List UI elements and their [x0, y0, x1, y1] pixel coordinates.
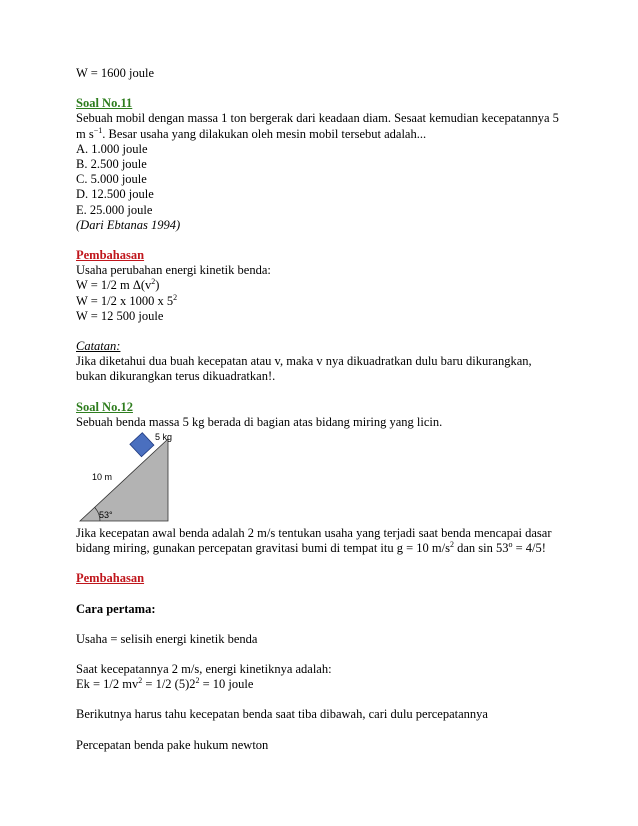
- soal-11-source: (Dari Ebtanas 1994): [76, 217, 181, 232]
- angle-label: 53°: [99, 510, 113, 521]
- saat-line: Saat kecepatannya 2 m/s, energi kinetiknya adalah:: [76, 662, 332, 677]
- pembahasan-12-title: Pembahasan: [76, 571, 145, 586]
- pembahasan-11-title: Pembahasan: [76, 248, 145, 263]
- soal-12-text: Sebuah benda massa 5 kg berada di bagian atas bidang miring yang licin.: [76, 414, 443, 429]
- catatan-title: Catatan:: [76, 339, 121, 354]
- soal-12-title: Soal No.12: [76, 399, 133, 414]
- pembahasan-11-line-4: W = 12 500 joule: [76, 308, 164, 323]
- soal-11-text-a: Sebuah mobil dengan massa 1 ton bergerak dari keadaan diam. Sesaat kemudian kecepatannya 5: [76, 111, 559, 126]
- incline-figure: [76, 432, 216, 522]
- document-page: [76, 66, 576, 753]
- option-e: E. 25.000 joule: [76, 202, 153, 217]
- catatan-line-1: Jika diketahui dua buah kecepatan atau v, maka v nya dikuadratkan dulu baru dikurangkan,: [76, 354, 532, 369]
- soal-11-text-b: m $s^{-1}$. Besar usaha yang dilakukan oleh mesin mobil tersebut adalah...: [76, 125, 427, 141]
- mass-label: 5 kg: [155, 432, 173, 443]
- option-b: B. 2.500 joule: [76, 157, 147, 172]
- pembahasan-11-line-1: Usaha perubahan energi kinetik benda:: [76, 263, 271, 278]
- soal-12-question-2: bidang miring, gunakan percepatan gravitasi bumi di tempat itu g = 10 $m/s^2$ dan $\sin 53^o = 4/5$!: [76, 540, 546, 556]
- option-a: A. 1.000 joule: [76, 141, 148, 156]
- ek-line: Ek = 1/2 $mv^2 = 1/2$ $(5)2^2 = 10$ joule: [76, 676, 254, 692]
- cara-pertama: Cara pertama:: [76, 601, 156, 616]
- option-d: D. 12.500 joule: [76, 187, 154, 202]
- soal-11-title: Soal No.11: [76, 96, 133, 111]
- berikutnya-line: Berikutnya harus tahu kecepatan benda saat tiba dibawah, cari dulu percepatannya: [76, 707, 488, 722]
- mass-block: [130, 433, 154, 457]
- percepatan-line: Percepatan benda pake hukum newton: [76, 737, 269, 752]
- catatan-line-2: bukan dikurangkan terus dikuadratkan!.: [76, 369, 276, 384]
- option-c: C. 5.000 joule: [76, 172, 147, 187]
- pembahasan-11-line-3: W = 1/2 x 1000 x $5^2$: [76, 292, 178, 308]
- w-1600-line: W = 1600 joule: [76, 66, 154, 80]
- soal-12-question-1: Jika kecepatan awal benda adalah 2 m/s tentukan usaha yang terjadi saat benda mencapai dasar: [76, 526, 552, 541]
- length-label: 10 m: [92, 472, 113, 483]
- usaha-line: Usaha = selisih energi kinetik benda: [76, 631, 258, 646]
- pembahasan-11-line-2: W = 1/2 m $\Delta(v^2)$: [76, 277, 160, 293]
